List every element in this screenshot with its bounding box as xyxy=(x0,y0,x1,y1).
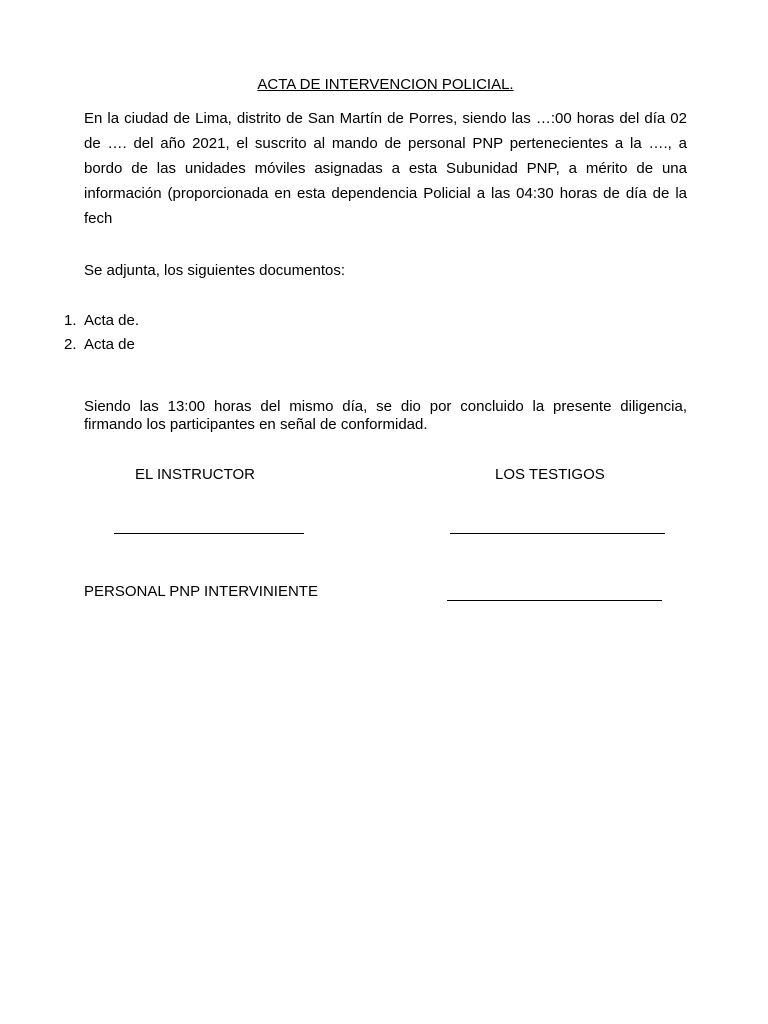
closing-paragraph: Siendo las 13:00 horas del mismo día, se dio por concluido la presente diligencia, firmando los participantes en señal de conformidad. xyxy=(84,398,687,433)
list-item xyxy=(0,311,400,331)
witness-signature-line xyxy=(450,533,665,534)
instructor-label: EL INSTRUCTOR xyxy=(135,466,256,483)
instructor-signature-line xyxy=(114,533,304,534)
document-title: ACTA DE INTERVENCION POLICIAL. xyxy=(257,76,514,93)
list-item-text: Acta de xyxy=(84,336,135,353)
personnel-signature-line xyxy=(447,600,662,601)
list-item-number: 1. xyxy=(64,312,77,329)
list-item-text: Acta de. xyxy=(84,312,140,329)
personnel-label: PERSONAL PNP INTERVINIENTE xyxy=(84,583,318,600)
attachments-intro: Se adjunta, los siguientes documentos: xyxy=(84,262,345,279)
list-item-number: 2. xyxy=(64,336,77,353)
list-item xyxy=(0,335,400,355)
intro-paragraph: En la ciudad de Lima, distrito de San Martín de Porres, siendo las …:00 horas del día 02 de …. del año 2021, el suscrito al mando de personal PNP pertenecientes a la …., a bordo de las unidades móviles asignadas a esta Subunidad PNP, a mérito de una información (proporcionada en esta dependencia Policial a las 04:30 horas de día de la fech xyxy=(84,110,687,227)
witnesses-label: LOS TESTIGOS xyxy=(495,466,605,483)
